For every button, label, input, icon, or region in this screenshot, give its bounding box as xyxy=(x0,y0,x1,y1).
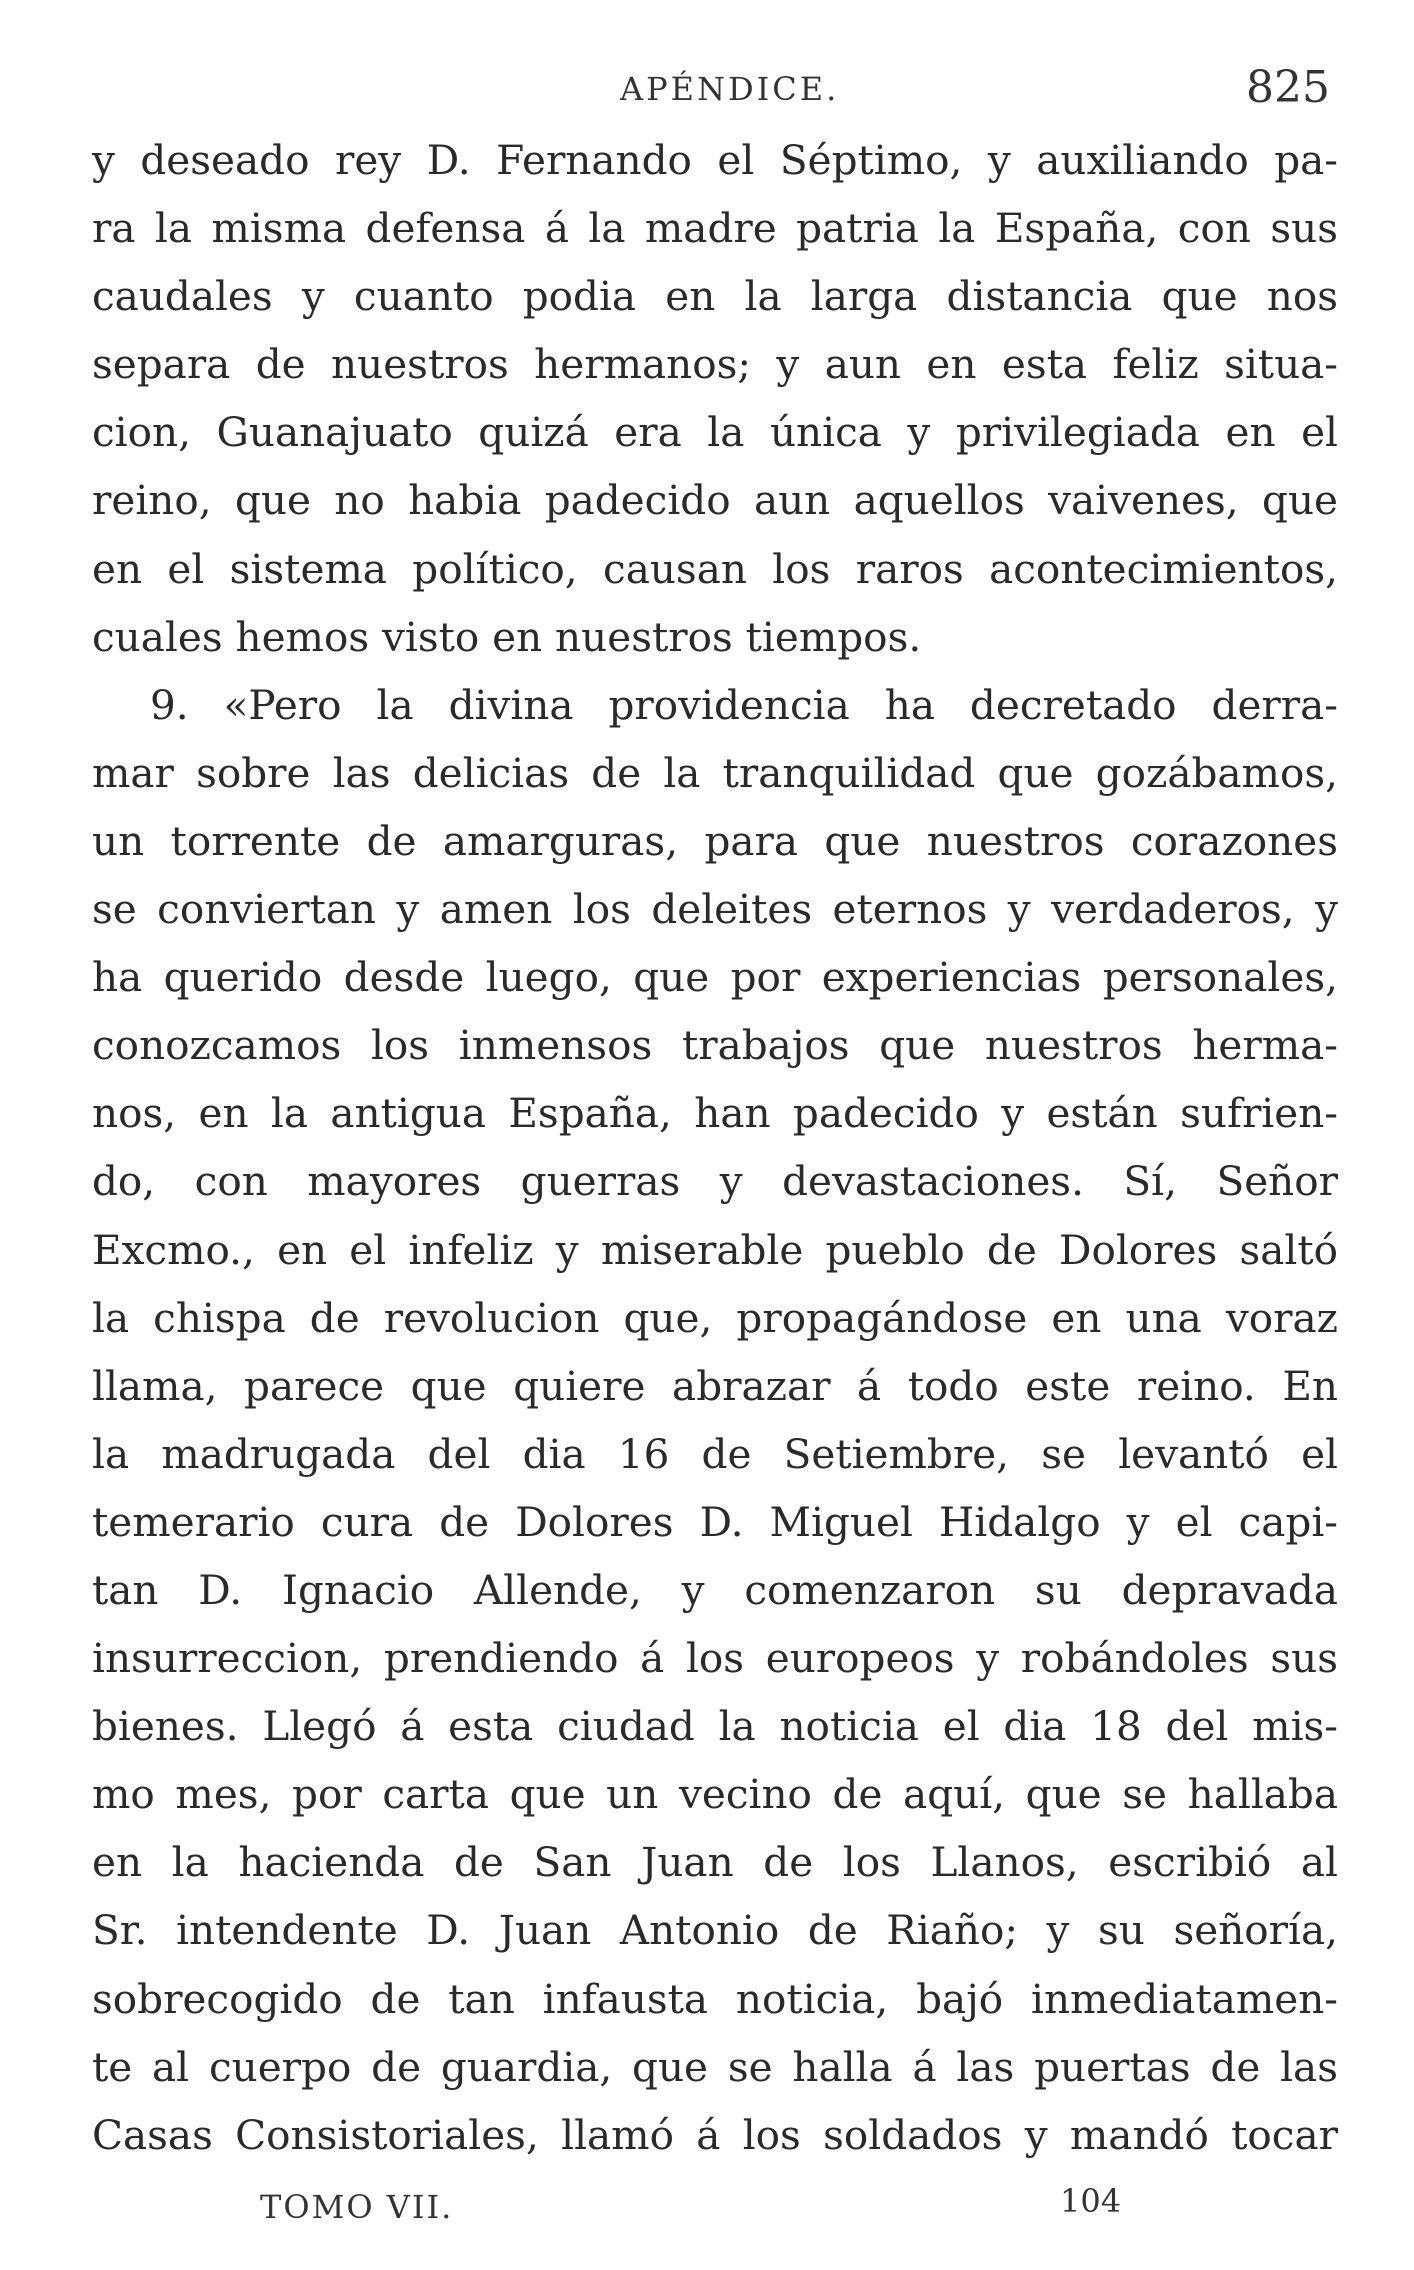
page-footer xyxy=(90,2182,1330,2238)
text-line: reino, que no habia padecido aun aquellos vaivenes, que xyxy=(92,476,1338,525)
text-line: y deseado rey D. Fernando el Séptimo, y auxiliando pa- xyxy=(92,136,1338,184)
running-title: APÉNDICE. xyxy=(620,70,840,108)
body-text xyxy=(92,126,1338,2169)
text-line: tan D. Ignacio Allende, y comenzaron su depravada xyxy=(92,1565,1338,1614)
signature-mark: 104 xyxy=(1060,2182,1122,2220)
text-line: llama, parece que quiere abrazar á todo este reino. En xyxy=(92,1361,1338,1410)
text-line: te al cuerpo de guardia, que se halla á las puertas de las xyxy=(92,2042,1338,2091)
text-line: mar sobre las delicias de la tranquilidad que gozábamos, xyxy=(92,748,1338,797)
text-line: bienes. Llegó á esta ciudad la noticia el dia 18 del mis- xyxy=(92,1702,1338,1751)
text-line: mo mes, por carta que un vecino de aquí, que se hallaba xyxy=(92,1770,1338,1819)
text-line: la chispa de revolucion que, propagándose en una voraz xyxy=(92,1293,1338,1342)
text-line: en la hacienda de San Juan de los Llanos, escribió al xyxy=(92,1838,1338,1887)
text-line: se conviertan y amen los deleites eternos y verdaderos, y xyxy=(92,885,1338,934)
text-line: insurreccion, prendiendo á los europeos y robándoles sus xyxy=(92,1634,1338,1683)
text-line: cuales hemos visto en nuestros tiempos. xyxy=(92,612,922,661)
text-line: nos, en la antigua España, han padecido y están sufrien- xyxy=(92,1089,1338,1138)
text-line: un torrente de amarguras, para que nuestros corazones xyxy=(92,816,1338,865)
running-head xyxy=(90,62,1330,112)
text-line: Excmo., en el infeliz y miserable pueblo de Dolores saltó xyxy=(92,1225,1338,1274)
text-line: Casas Consistoriales, llamó á los soldados y mandó tocar xyxy=(92,2110,1338,2159)
text-line: temerario cura de Dolores D. Miguel Hidalgo y el capi- xyxy=(92,1497,1338,1546)
text-line: ha querido desde luego, que por experiencias personales, xyxy=(92,953,1338,1002)
volume-label: TOMO VII. xyxy=(260,2188,454,2226)
text-line: separa de nuestros hermanos; y aun en esta feliz situa- xyxy=(92,340,1338,389)
text-line: la madrugada del dia 16 de Setiembre, se levantó el xyxy=(92,1429,1338,1478)
text-line: caudales y cuanto podia en la larga distancia que nos xyxy=(92,272,1338,321)
paragraph-start-line: 9. «Pero la divina providencia ha decretado derra- xyxy=(150,680,1338,729)
text-line: conozcamos los inmensos trabajos que nuestros herma- xyxy=(92,1021,1338,1070)
text-line: en el sistema político, causan los raros acontecimientos, xyxy=(92,544,1338,593)
text-line: do, con mayores guerras y devastaciones. Sí, Señor xyxy=(92,1157,1338,1206)
text-line: cion, Guanajuato quizá era la única y privilegiada en el xyxy=(92,408,1338,457)
text-line: ra la misma defensa á la madre patria la España, con sus xyxy=(92,204,1338,253)
text-line: sobrecogido de tan infausta noticia, bajó inmediatamen- xyxy=(92,1974,1338,2023)
text-line: Sr. intendente D. Juan Antonio de Riaño; y su señoría, xyxy=(92,1906,1338,1955)
page-number: 825 xyxy=(1246,62,1330,113)
